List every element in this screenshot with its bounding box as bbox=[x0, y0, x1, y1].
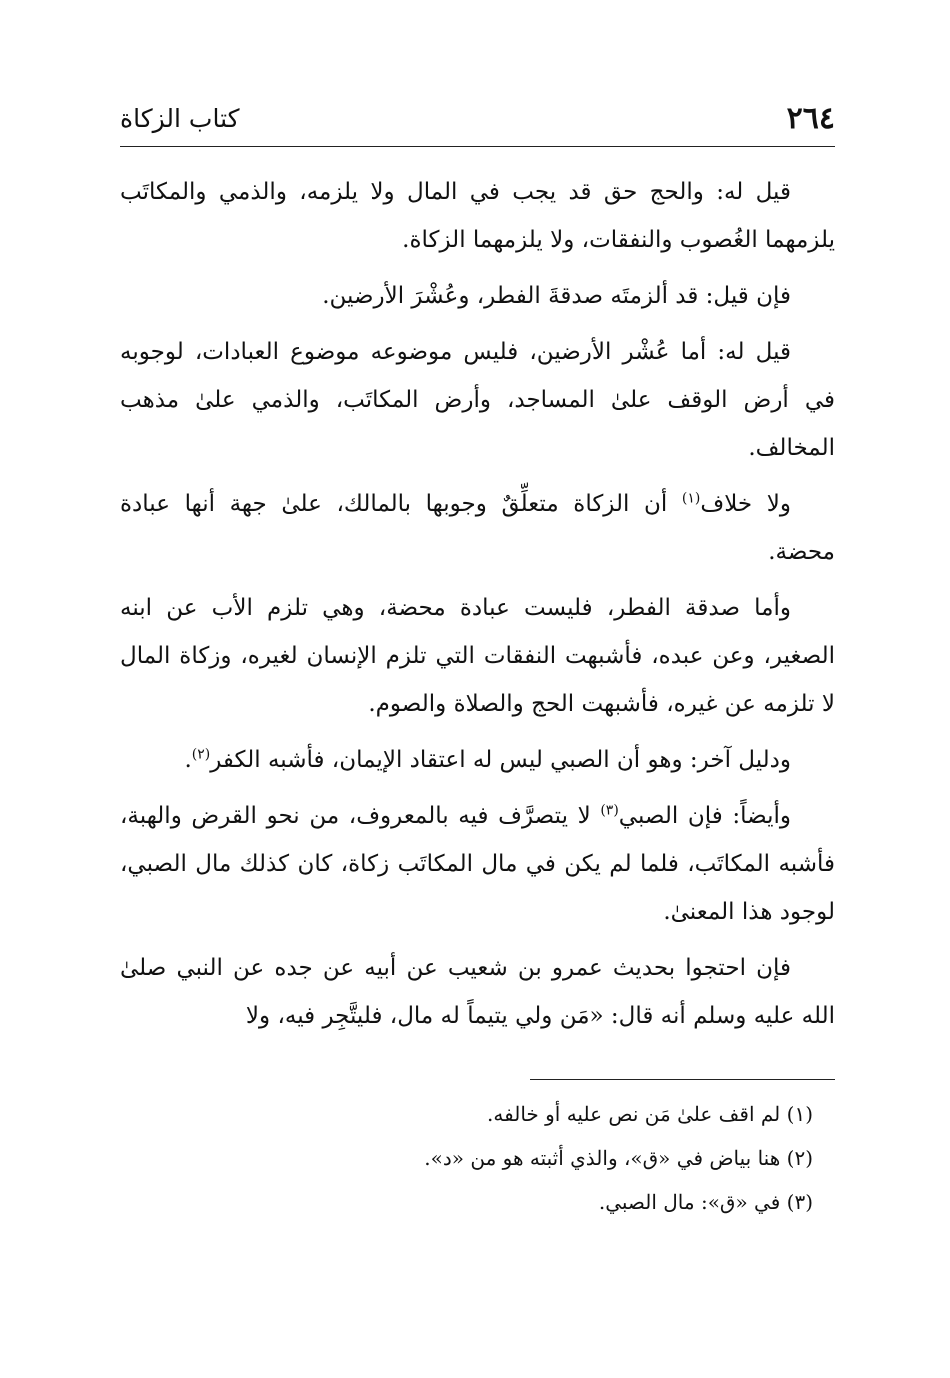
paragraph-1: قيل له: والحج حق قد يجب في المال ولا يلزمه، والذمي والمكاتَب يلزمهما الغُصوب والنفقات، ولا يلزمهما الزكاة. bbox=[120, 179, 835, 253]
footnote-rule bbox=[530, 1079, 835, 1080]
paragraph-6 bbox=[120, 736, 835, 784]
paragraph-5: وأما صدقة الفطر، فليست عبادة محضة، وهي تلزم الأب عن ابنه الصغير، وعن عبده، فأشبهت النفقات التي تلزم الإنسان لغيره، وزكاة المال لا تلزمه عن غيره، فأشبهت الحج والصلاة والصوم. bbox=[120, 595, 835, 717]
book-page bbox=[120, 0, 835, 1378]
paragraph-4-start: ولا خلاف bbox=[700, 491, 791, 517]
paragraph-7-start: وأيضاً: فإن الصبي bbox=[618, 803, 791, 829]
paragraph-8: فإن احتجوا بحديث عمرو بن شعيب عن أبيه عن جده عن النبي صلىٰ الله عليه وسلم أنه قال: «مَن ولي يتيماً له مال، فليتَّجِر فيه، ولا bbox=[120, 955, 835, 1029]
paragraph-6-start: ودليل آخر: وهو أن الصبي ليس له اعتقاد الإيمان، فأشبه الكفر bbox=[210, 747, 791, 773]
main-text bbox=[120, 168, 835, 1048]
footnote-1: (١) لم اقف علىٰ مَن نص عليه أو خالفه. bbox=[487, 1102, 813, 1126]
paragraph-4 bbox=[120, 480, 835, 576]
paragraph-7-end: لا يتصرَّف فيه بالمعروف، من نحو القرض والهبة، فأشبه المكاتَب، فلما لم يكن في مال المكاتَب زكاة، كان كذلك مال الصبي، لوجود هذا المعنىٰ. bbox=[120, 803, 835, 925]
footnote-3: (٣) في «ق»: مال الصبي. bbox=[598, 1190, 813, 1214]
paragraph-3: قيل له: أما عُشْر الأرضين، فليس موضوعه موضوع العبادات، لوجوبه في أرض الوقف علىٰ المساجد، وأرض المكاتَب، والذمي علىٰ مذهب المخالف. bbox=[120, 339, 835, 461]
paragraph-4-end: أن الزكاة متعلِّقٌ وجوبها بالمالك، علىٰ جهة أنها عبادة محضة. bbox=[120, 491, 835, 565]
paragraph-6-end: . bbox=[184, 747, 192, 773]
page-number: ٢٦٤ bbox=[786, 101, 835, 136]
page-header bbox=[120, 96, 835, 144]
footnotes bbox=[120, 1092, 813, 1224]
header-rule bbox=[120, 146, 835, 147]
footnote-ref-3[interactable]: (٣) bbox=[600, 802, 619, 819]
paragraph-2: فإن قيل: قد ألزمتَه صدقةَ الفطر، وعُشْرَ الأرضين. bbox=[322, 283, 791, 309]
footnote-ref-1[interactable]: (١) bbox=[681, 490, 701, 507]
footnote-ref-2[interactable]: (٢) bbox=[191, 746, 211, 763]
running-title: كتاب الزكاة bbox=[120, 104, 240, 133]
footnote-2: (٢) هنا بياض في «ق»، والذي أثبته هو من «د». bbox=[424, 1146, 813, 1170]
paragraph-7 bbox=[120, 792, 835, 936]
